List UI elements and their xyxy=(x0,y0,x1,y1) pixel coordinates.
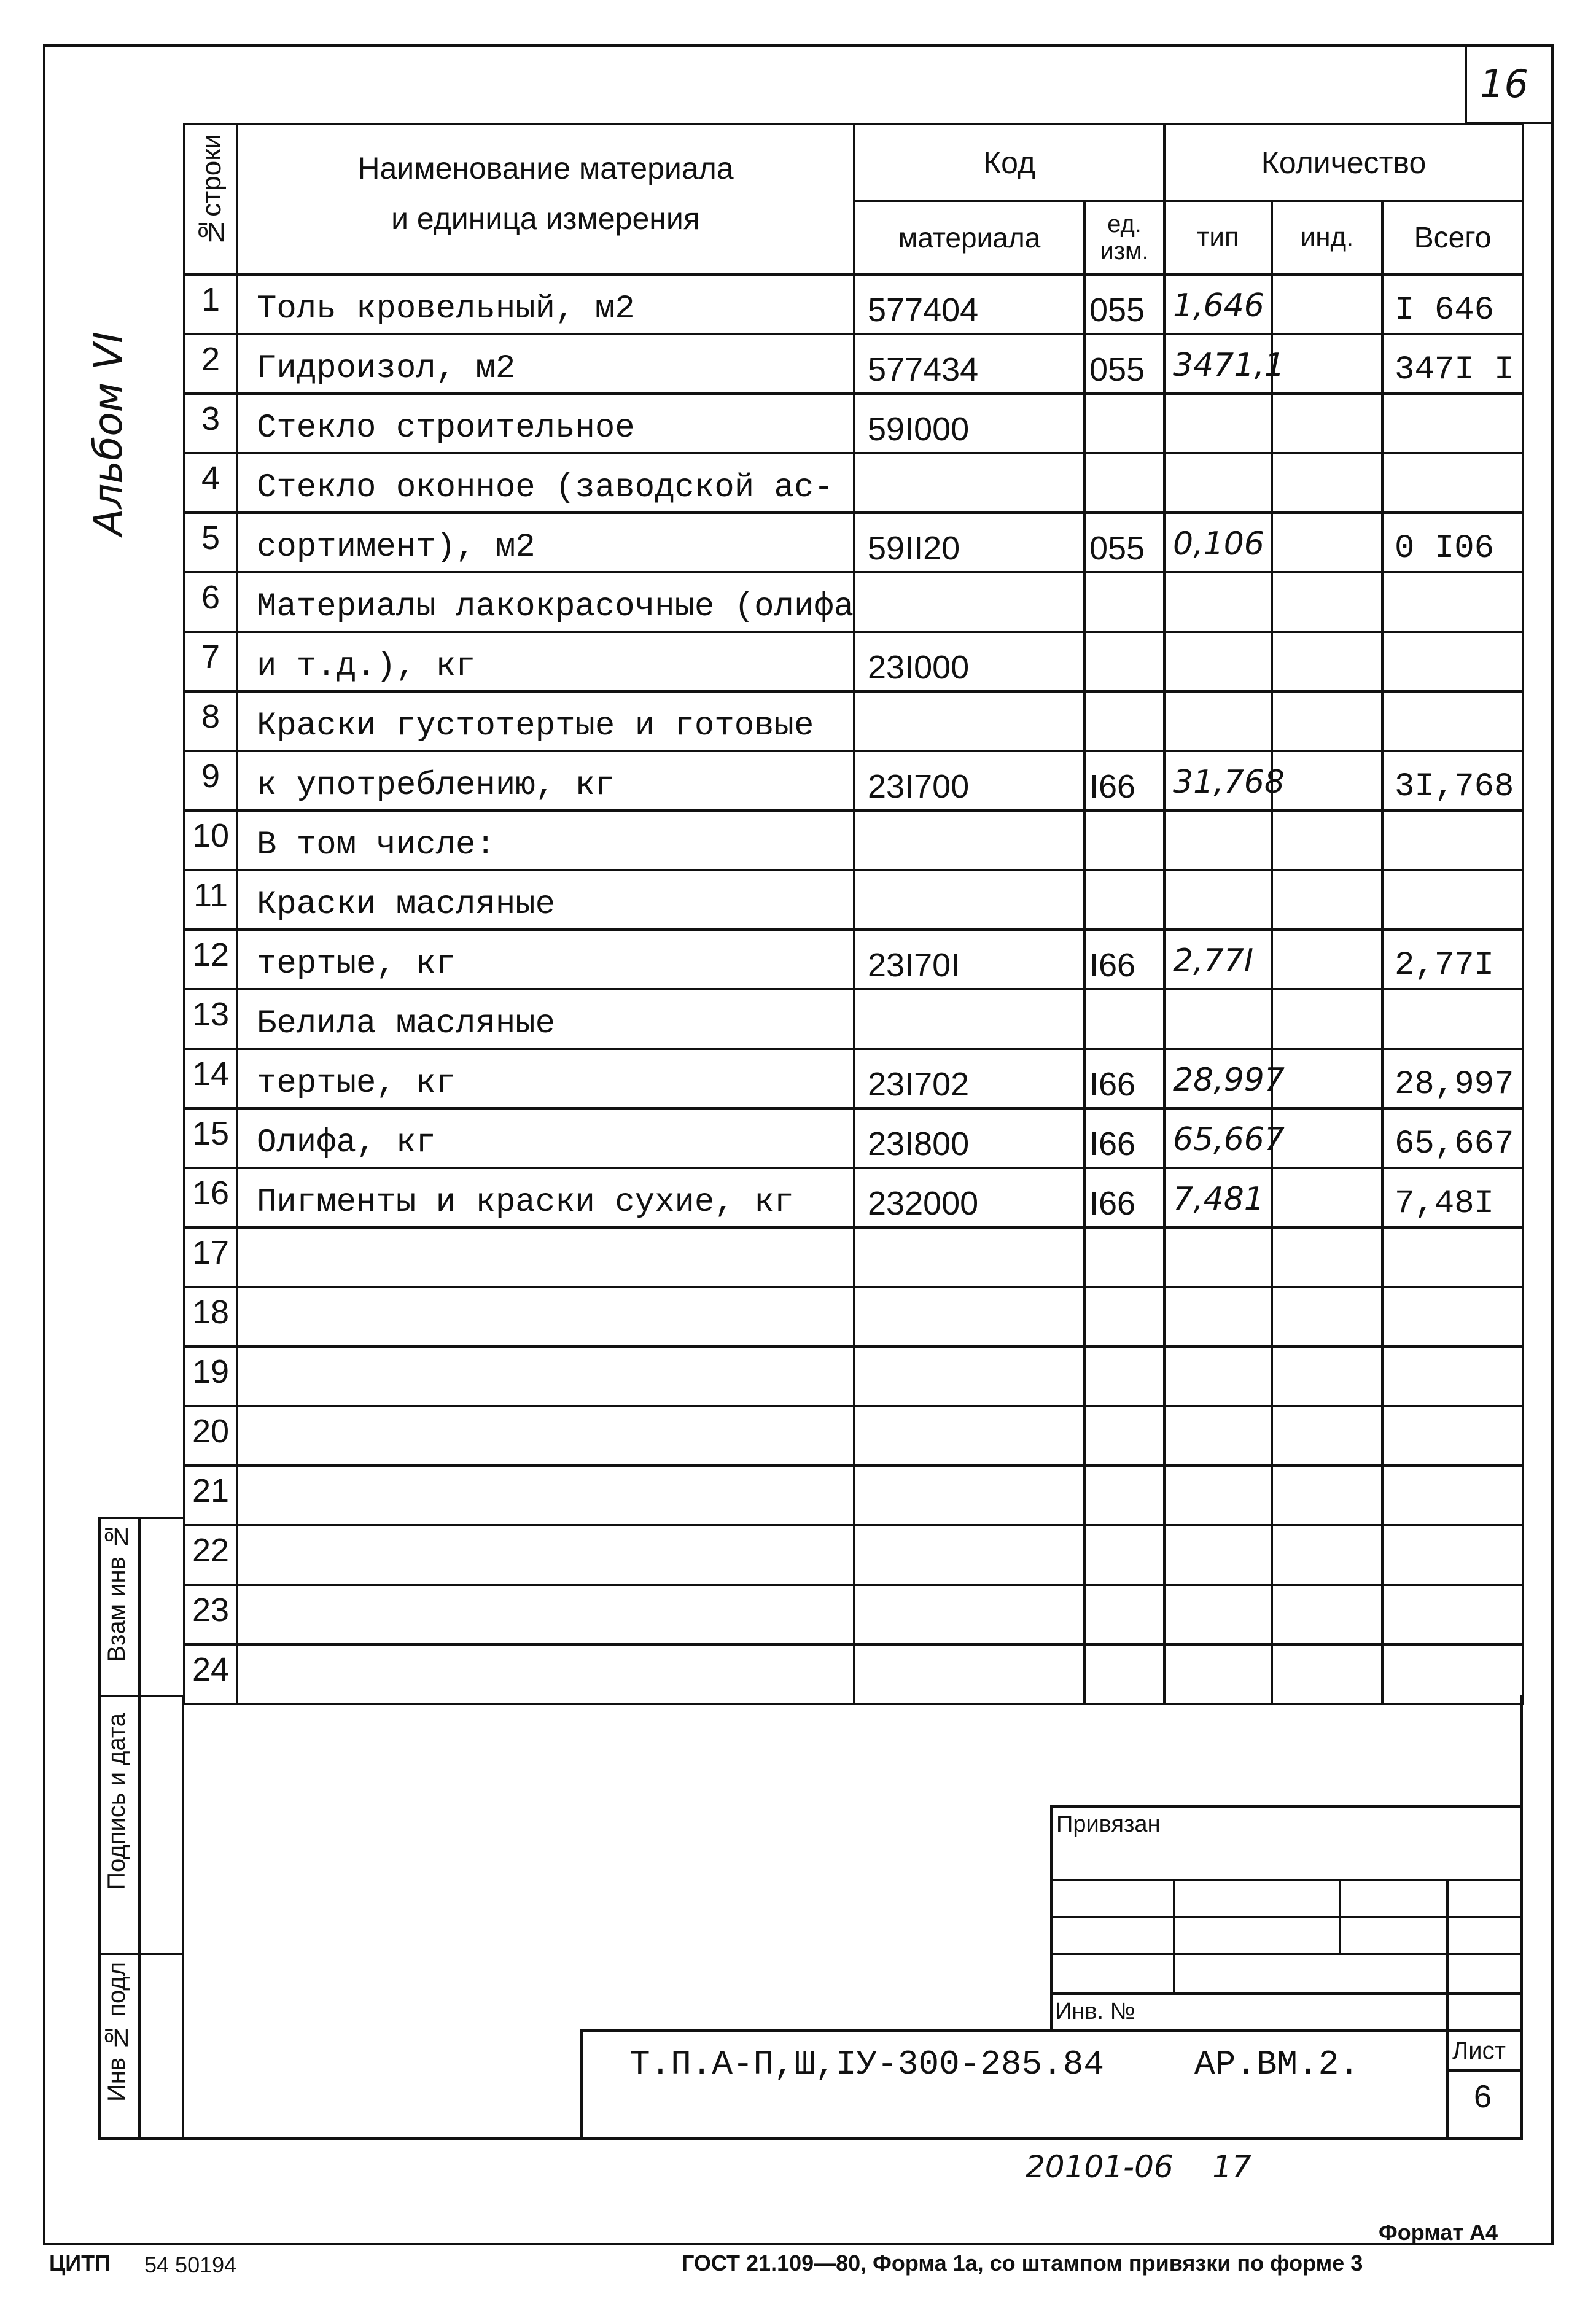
row-qty-total: 0 I06 xyxy=(1382,513,1523,572)
table-row xyxy=(184,1347,1523,1406)
row-code xyxy=(854,1644,1084,1704)
row-name xyxy=(237,1287,854,1347)
header-qty-group: Количество xyxy=(1164,124,1523,201)
row-code: 232000 xyxy=(854,1168,1084,1227)
binding-stamp-label: Привязан xyxy=(1056,1811,1161,1837)
row-number: 17 xyxy=(184,1227,237,1287)
row-name: сортимент), м2 xyxy=(237,513,854,572)
row-number: 11 xyxy=(184,870,237,930)
row-unit xyxy=(1084,691,1164,751)
row-number: 2 xyxy=(184,334,237,394)
row-unit xyxy=(1084,1525,1164,1585)
row-qty-type: 31,768 xyxy=(1164,751,1272,811)
row-qty-type xyxy=(1164,1466,1272,1525)
row-number: 7 xyxy=(184,632,237,691)
row-unit xyxy=(1084,1406,1164,1466)
row-code xyxy=(854,1466,1084,1525)
row-number: 12 xyxy=(184,930,237,989)
row-number: 10 xyxy=(184,811,237,870)
header-code-group: Код xyxy=(854,124,1164,201)
row-number: 8 xyxy=(184,691,237,751)
row-qty-ind xyxy=(1272,1227,1382,1287)
row-name: к употреблению, кг xyxy=(237,751,854,811)
list-cell-divider xyxy=(1446,2029,1449,2140)
table-row xyxy=(184,453,1523,513)
row-code xyxy=(854,572,1084,632)
row-qty-ind xyxy=(1272,572,1382,632)
row-unit: I66 xyxy=(1084,751,1164,811)
row-code: 23I000 xyxy=(854,632,1084,691)
table-row xyxy=(184,691,1523,751)
row-qty-ind xyxy=(1272,1466,1382,1525)
row-name: тертые, кг xyxy=(237,930,854,989)
table-row xyxy=(184,394,1523,453)
row-qty-total: 3I,768 xyxy=(1382,751,1523,811)
row-qty-type xyxy=(1164,1585,1272,1644)
header-row-no-label: №строки xyxy=(197,134,227,247)
row-qty-type: 0,106 xyxy=(1164,513,1272,572)
row-number: 14 xyxy=(184,1049,237,1108)
row-qty-type xyxy=(1164,394,1272,453)
list-cell-hline xyxy=(1446,2069,1523,2072)
row-name: и т.д.), кг xyxy=(237,632,854,691)
row-code: 59II20 xyxy=(854,513,1084,572)
handwritten-ref: 20101-06 17 xyxy=(1026,2149,1251,2185)
row-name xyxy=(237,1227,854,1287)
header-code-unit xyxy=(1084,201,1164,274)
row-qty-type xyxy=(1164,811,1272,870)
row-qty-ind xyxy=(1272,870,1382,930)
stamp-line-2 xyxy=(1050,1916,1523,1918)
row-qty-total xyxy=(1382,394,1523,453)
stamp-inv-no: Инв. № xyxy=(1055,1999,1135,2024)
stamp-vline-2 xyxy=(1339,1879,1341,1953)
stamp-line-1 xyxy=(1050,1879,1523,1881)
row-code xyxy=(854,1287,1084,1347)
side-label-inv-podl: Инв № подл xyxy=(103,1962,130,2102)
header-name-line1: Наименование материала xyxy=(357,150,734,185)
row-code xyxy=(854,691,1084,751)
side-label-vzam-inv: Взам инв № xyxy=(103,1523,130,1662)
row-qty-ind xyxy=(1272,691,1382,751)
row-unit xyxy=(1084,1347,1164,1406)
album-label: Альбом VI xyxy=(86,332,131,536)
row-code xyxy=(854,1585,1084,1644)
row-qty-ind xyxy=(1272,1347,1382,1406)
row-qty-ind xyxy=(1272,1406,1382,1466)
row-qty-ind xyxy=(1272,989,1382,1049)
row-qty-ind xyxy=(1272,1525,1382,1585)
row-qty-total xyxy=(1382,632,1523,691)
row-qty-type: 28,997 xyxy=(1164,1049,1272,1108)
stamp-line-4 xyxy=(1050,1992,1523,1995)
row-name: тертые, кг xyxy=(237,1049,854,1108)
table-row xyxy=(184,989,1523,1049)
row-qty-ind xyxy=(1272,453,1382,513)
row-unit xyxy=(1084,989,1164,1049)
row-qty-ind xyxy=(1272,1585,1382,1644)
row-qty-ind xyxy=(1272,811,1382,870)
row-qty-total: 347I I xyxy=(1382,334,1523,394)
row-qty-total xyxy=(1382,1525,1523,1585)
row-qty-total: 7,48I xyxy=(1382,1168,1523,1227)
table-row xyxy=(184,1525,1523,1585)
row-name: Толь кровельный, м2 xyxy=(237,274,854,334)
row-name: Стекло строительное xyxy=(237,394,854,453)
row-number: 5 xyxy=(184,513,237,572)
row-qty-total xyxy=(1382,1585,1523,1644)
table-row xyxy=(184,1049,1523,1108)
row-number: 19 xyxy=(184,1347,237,1406)
row-qty-type xyxy=(1164,632,1272,691)
row-name: Материалы лакокрасочные (олифа xyxy=(237,572,854,632)
side-divider-2 xyxy=(98,1953,183,1955)
row-name: Олифа, кг xyxy=(237,1108,854,1168)
stamp-vline-1 xyxy=(1173,1879,1175,1992)
table-row xyxy=(184,572,1523,632)
row-unit: I66 xyxy=(1084,1108,1164,1168)
row-qty-type xyxy=(1164,1406,1272,1466)
row-number: 9 xyxy=(184,751,237,811)
row-code: 577404 xyxy=(854,274,1084,334)
table-row xyxy=(184,1287,1523,1347)
header-name xyxy=(237,124,854,274)
table-row xyxy=(184,1406,1523,1466)
header-qty-type: тип xyxy=(1164,201,1272,274)
row-code xyxy=(854,1406,1084,1466)
header-qty-ind: инд. xyxy=(1272,201,1382,274)
row-unit xyxy=(1084,1227,1164,1287)
row-unit: 055 xyxy=(1084,334,1164,394)
main-left-border-lower xyxy=(182,1695,184,2140)
row-qty-ind xyxy=(1272,1287,1382,1347)
row-name xyxy=(237,1347,854,1406)
row-unit xyxy=(1084,394,1164,453)
row-name: В том числе: xyxy=(237,811,854,870)
doc-code: Т.П.А-П,Ш,IУ-300-285.84 xyxy=(629,2045,1104,2084)
header-unit-line1: ед. xyxy=(1107,211,1142,238)
row-qty-total: 65,667 xyxy=(1382,1108,1523,1168)
table-row xyxy=(184,1644,1523,1704)
row-qty-total xyxy=(1382,989,1523,1049)
row-unit xyxy=(1084,811,1164,870)
row-qty-ind xyxy=(1272,632,1382,691)
row-unit xyxy=(1084,453,1164,513)
row-unit xyxy=(1084,1287,1164,1347)
row-qty-type xyxy=(1164,1644,1272,1704)
row-number: 20 xyxy=(184,1406,237,1466)
table-row xyxy=(184,274,1523,334)
row-qty-type: 2,77I xyxy=(1164,930,1272,989)
row-unit: I66 xyxy=(1084,1049,1164,1108)
header-code-material: материала xyxy=(854,201,1084,274)
side-inner-line xyxy=(138,1517,141,2140)
row-number: 3 xyxy=(184,394,237,453)
table-row xyxy=(184,930,1523,989)
row-name: Пигменты и краски сухие, кг xyxy=(237,1168,854,1227)
row-unit xyxy=(1084,870,1164,930)
list-value: 6 xyxy=(1474,2079,1492,2115)
row-code xyxy=(854,1347,1084,1406)
row-code xyxy=(854,1525,1084,1585)
row-unit: I66 xyxy=(1084,1168,1164,1227)
row-number: 13 xyxy=(184,989,237,1049)
row-qty-total: 28,997 xyxy=(1382,1049,1523,1108)
row-qty-ind xyxy=(1272,1644,1382,1704)
row-qty-total xyxy=(1382,1644,1523,1704)
row-qty-ind xyxy=(1272,930,1382,989)
header-name-line2: и единица измерения xyxy=(391,201,700,236)
stamp-vline-3 xyxy=(1446,1879,1449,2032)
row-qty-type xyxy=(1164,870,1272,930)
row-qty-total xyxy=(1382,1287,1523,1347)
side-label-podpis-data: Подпись и дата xyxy=(103,1713,130,1890)
row-qty-total xyxy=(1382,1227,1523,1287)
row-qty-total xyxy=(1382,1406,1523,1466)
row-unit xyxy=(1084,1644,1164,1704)
row-unit xyxy=(1084,1585,1164,1644)
row-unit xyxy=(1084,1466,1164,1525)
row-code: 23I70I xyxy=(854,930,1084,989)
row-qty-type xyxy=(1164,1287,1272,1347)
row-code: 577434 xyxy=(854,334,1084,394)
row-name: Краски масляные xyxy=(237,870,854,930)
row-qty-total xyxy=(1382,572,1523,632)
header-unit-line2: изм. xyxy=(1100,238,1149,265)
row-qty-type xyxy=(1164,1347,1272,1406)
row-qty-total xyxy=(1382,811,1523,870)
row-qty-ind xyxy=(1272,334,1382,394)
header-qty-total: Всего xyxy=(1382,201,1523,274)
row-qty-type xyxy=(1164,1525,1272,1585)
table-row xyxy=(184,513,1523,572)
row-qty-total xyxy=(1382,691,1523,751)
row-qty-type xyxy=(1164,989,1272,1049)
row-code xyxy=(854,1227,1084,1287)
row-qty-ind xyxy=(1272,274,1382,334)
table-row xyxy=(184,751,1523,811)
row-qty-ind xyxy=(1272,751,1382,811)
row-qty-type xyxy=(1164,691,1272,751)
row-code: 23I700 xyxy=(854,751,1084,811)
row-name xyxy=(237,1644,854,1704)
row-name xyxy=(237,1406,854,1466)
row-qty-total: I 646 xyxy=(1382,274,1523,334)
row-qty-ind xyxy=(1272,513,1382,572)
row-qty-type: 1,646 xyxy=(1164,274,1272,334)
row-qty-ind xyxy=(1272,394,1382,453)
row-name xyxy=(237,1585,854,1644)
page-number: 16 xyxy=(1480,61,1528,106)
row-number: 18 xyxy=(184,1287,237,1347)
row-code: 23I800 xyxy=(854,1108,1084,1168)
stamp-line-3 xyxy=(1050,1953,1523,1955)
row-number: 4 xyxy=(184,453,237,513)
row-qty-ind xyxy=(1272,1108,1382,1168)
row-qty-type xyxy=(1164,572,1272,632)
row-number: 22 xyxy=(184,1525,237,1585)
row-number: 24 xyxy=(184,1644,237,1704)
row-code xyxy=(854,811,1084,870)
row-number: 21 xyxy=(184,1466,237,1525)
header-row-no xyxy=(184,124,237,274)
row-qty-ind xyxy=(1272,1168,1382,1227)
table-row xyxy=(184,334,1523,394)
row-qty-type: 7,481 xyxy=(1164,1168,1272,1227)
row-qty-type: 65,667 xyxy=(1164,1108,1272,1168)
row-qty-type xyxy=(1164,1227,1272,1287)
row-name: Гидроизол, м2 xyxy=(237,334,854,394)
row-qty-total xyxy=(1382,870,1523,930)
table-row xyxy=(184,1168,1523,1227)
row-number: 1 xyxy=(184,274,237,334)
row-qty-total xyxy=(1382,1347,1523,1406)
row-code: 59I000 xyxy=(854,394,1084,453)
row-qty-total xyxy=(1382,453,1523,513)
row-unit: 055 xyxy=(1084,513,1164,572)
row-number: 6 xyxy=(184,572,237,632)
row-name: Белила масляные xyxy=(237,989,854,1049)
row-qty-type: 3471,1 xyxy=(1164,334,1272,394)
table-row xyxy=(184,811,1523,870)
row-qty-total: 2,77I xyxy=(1382,930,1523,989)
row-unit: I66 xyxy=(1084,930,1164,989)
row-qty-type xyxy=(1164,453,1272,513)
table-row xyxy=(184,1466,1523,1525)
row-code xyxy=(854,989,1084,1049)
row-number: 15 xyxy=(184,1108,237,1168)
row-number: 16 xyxy=(184,1168,237,1227)
row-code xyxy=(854,870,1084,930)
row-code xyxy=(854,453,1084,513)
format-label: Формат А4 xyxy=(1379,2220,1498,2245)
table-row xyxy=(184,1108,1523,1168)
table-row xyxy=(184,632,1523,691)
footer-gost: ГОСТ 21.109—80, Форма 1а, со штампом привязки по форме 3 xyxy=(682,2250,1363,2276)
row-qty-total xyxy=(1382,1466,1523,1525)
table-row xyxy=(184,1585,1523,1644)
footer-org-number: 54 50194 xyxy=(144,2252,237,2277)
row-qty-ind xyxy=(1272,1049,1382,1108)
row-unit xyxy=(1084,632,1164,691)
materials-table xyxy=(183,123,1524,1705)
row-number: 23 xyxy=(184,1585,237,1644)
row-code: 23I702 xyxy=(854,1049,1084,1108)
table-row xyxy=(184,1227,1523,1287)
table-row xyxy=(184,870,1523,930)
footer-org: ЦИТП xyxy=(49,2250,111,2276)
row-name xyxy=(237,1466,854,1525)
row-unit: 055 xyxy=(1084,274,1164,334)
doc-sheet-code: АР.ВМ.2. xyxy=(1194,2045,1360,2084)
row-name: Краски густотертые и готовые xyxy=(237,691,854,751)
side-divider-1 xyxy=(98,1695,183,1697)
row-name: Стекло оконное (заводской ас- xyxy=(237,453,854,513)
list-label: Лист xyxy=(1452,2037,1506,2064)
row-unit xyxy=(1084,572,1164,632)
row-name xyxy=(237,1525,854,1585)
